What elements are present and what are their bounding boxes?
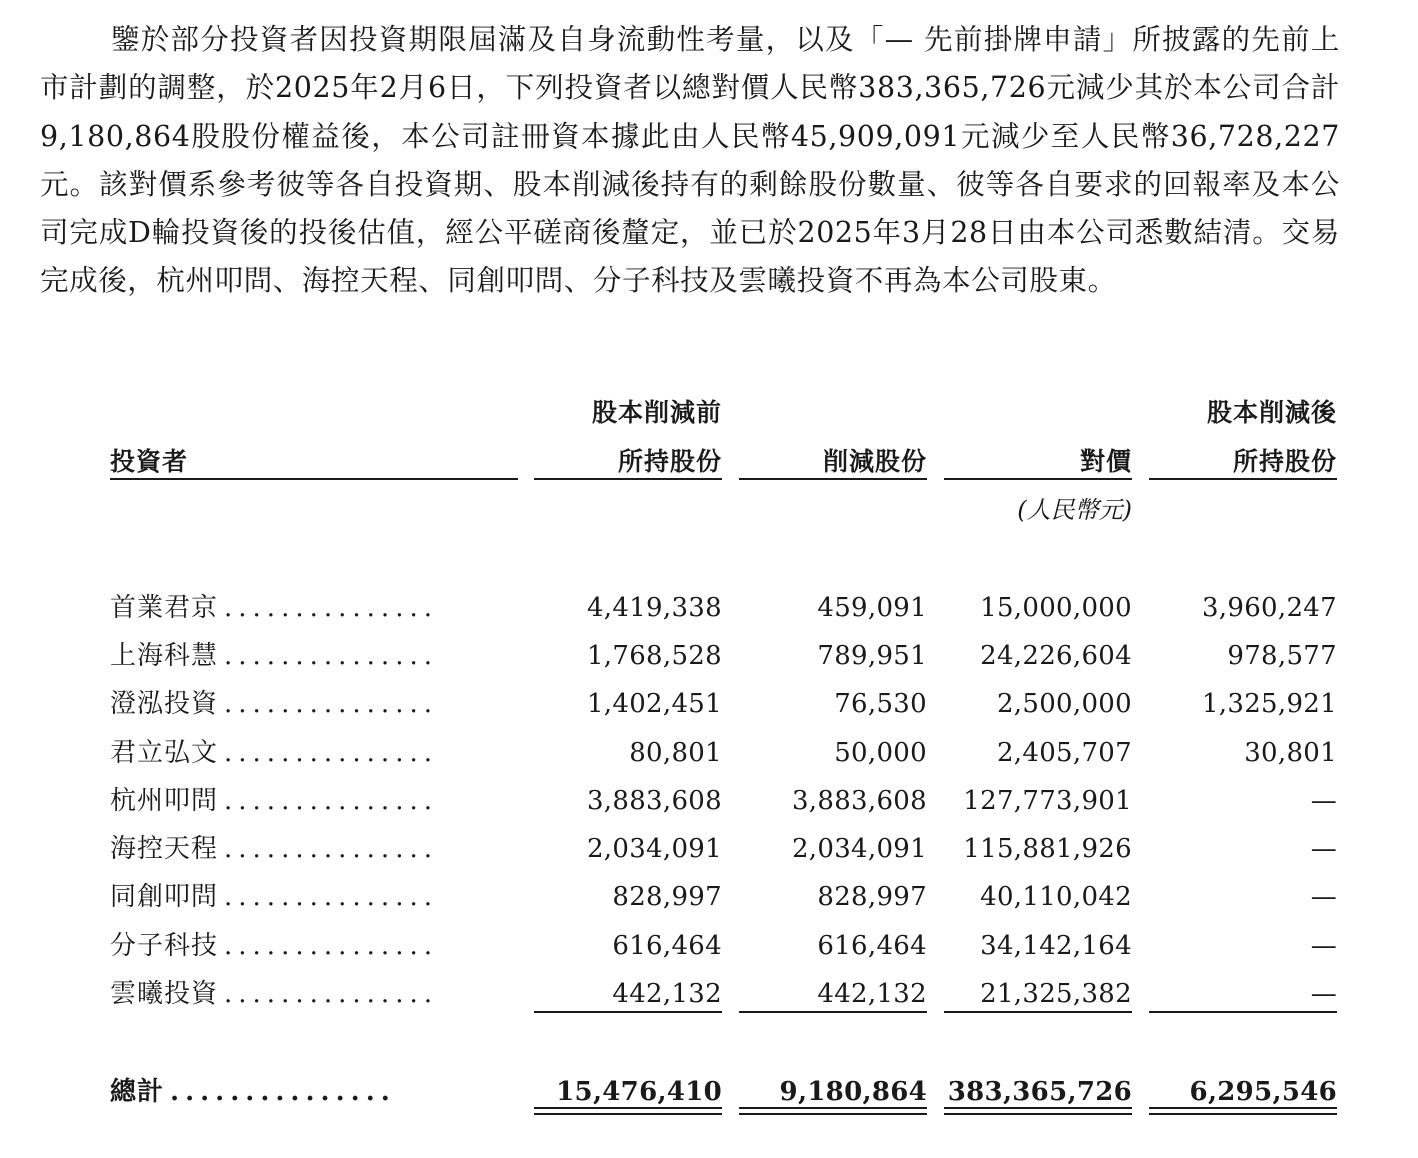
- shares-after: 978,577: [1227, 641, 1337, 671]
- subtotal-rule-reduced: [739, 1011, 927, 1013]
- consideration: 21,325,382: [980, 979, 1132, 1009]
- total-double-rule-after: [1149, 1107, 1337, 1115]
- total-double-rule-before: [534, 1107, 722, 1115]
- header-before-line2: 所持股份: [617, 447, 722, 476]
- shares-after: —: [1310, 834, 1337, 864]
- total-after: 6,295,546: [1189, 1077, 1337, 1107]
- shares-before: 442,132: [612, 979, 722, 1009]
- header-investor: 投資者: [110, 447, 189, 476]
- shares-before: 616,464: [612, 931, 722, 961]
- investor-name: 同創叩問 ...............: [110, 882, 438, 912]
- total-reduced: 9,180,864: [779, 1077, 927, 1107]
- header-rule-investor: [110, 478, 518, 480]
- shares-before: 80,801: [629, 738, 722, 768]
- header-reduced: 削減股份: [822, 447, 927, 476]
- total-double-rule-consideration: [944, 1107, 1132, 1115]
- shares-before: 1,402,451: [586, 689, 722, 719]
- investor-name: 分子科技 ...............: [110, 931, 438, 961]
- shares-reduced: 50,000: [834, 738, 927, 768]
- header-after-line1: 股本削減後: [1206, 398, 1337, 427]
- shares-before: 4,419,338: [586, 593, 722, 623]
- shares-reduced: 3,883,608: [791, 786, 927, 816]
- header-rule-consideration: [944, 478, 1132, 480]
- shares-reduced: 789,951: [817, 641, 927, 671]
- consideration: 2,500,000: [996, 689, 1132, 719]
- investor-name: 澄泓投資 ...............: [110, 689, 438, 719]
- consideration: 115,881,926: [963, 834, 1132, 864]
- table-row: [0, 781, 1418, 821]
- shares-reduced: 459,091: [817, 593, 927, 623]
- shares-after: 3,960,247: [1201, 593, 1337, 623]
- unit-label: (人民幣元): [1017, 496, 1132, 524]
- total-consideration: 383,365,726: [947, 1077, 1132, 1107]
- shares-reduced: 616,464: [817, 931, 927, 961]
- shares-after: 30,801: [1244, 738, 1337, 768]
- header-rule-before: [534, 478, 722, 480]
- header-after-line2: 所持股份: [1232, 447, 1337, 476]
- subtotal-rule-before: [534, 1011, 722, 1013]
- subtotal-rule-consideration: [944, 1011, 1132, 1013]
- investor-name: 上海科慧 ...............: [110, 641, 438, 671]
- consideration: 34,142,164: [980, 931, 1132, 961]
- total-before: 15,476,410: [556, 1077, 722, 1107]
- header-rule-after: [1149, 478, 1337, 480]
- consideration: 40,110,042: [980, 882, 1132, 912]
- total-label: 總計 ...............: [110, 1077, 396, 1107]
- consideration: 15,000,000: [980, 593, 1132, 623]
- shares-before: 2,034,091: [586, 834, 722, 864]
- shares-after: —: [1310, 979, 1337, 1009]
- consideration: 24,226,604: [980, 641, 1132, 671]
- table-row: [0, 684, 1418, 724]
- table-row: [0, 829, 1418, 869]
- table-row: [0, 926, 1418, 966]
- investor-name: 杭州叩問 ...............: [110, 786, 438, 816]
- body-paragraph: 鑒於部分投資者因投資期限屆滿及自身流動性考量，以及「— 先前掛牌申請」所披露的先前上市計劃的調整，於2025年2月6日，下列投資者以總對價人民幣383,365,726元減少其於本公司合計9,180,864股股份權益後，本公司註冊資本據此由人民幣45,909,091元減少至人民幣36,728,227元。該對價系參考彼等各自投資期、股本削減後持有的剩餘股份數量、彼等各自要求的回報率及本公司完成D輪投資後的投後估值，經公平磋商後釐定，並已於2025年3月28日由本公司悉數結清。交易完成後，杭州叩問、海控天程、同創叩問、分子科技及雲曦投資不再為本公司股東。: [40, 23, 1340, 298]
- shares-reduced: 828,997: [817, 882, 927, 912]
- shares-before: 828,997: [612, 882, 722, 912]
- header-consideration: 對價: [1079, 447, 1132, 476]
- shares-reduced: 442,132: [817, 979, 927, 1009]
- header-before-line1: 股本削減前: [591, 398, 722, 427]
- shares-before: 1,768,528: [586, 641, 722, 671]
- shares-after: —: [1310, 931, 1337, 961]
- investor-name: 君立弘文 ...............: [110, 738, 438, 768]
- shares-reduced: 2,034,091: [791, 834, 927, 864]
- total-double-rule-reduced: [739, 1107, 927, 1115]
- shares-after: —: [1310, 882, 1337, 912]
- shares-reduced: 76,530: [834, 689, 927, 719]
- consideration: 127,773,901: [963, 786, 1132, 816]
- table-row: [0, 636, 1418, 676]
- shares-after: 1,325,921: [1201, 689, 1337, 719]
- investor-name: 首業君京 ...............: [110, 593, 438, 623]
- table-row: [0, 733, 1418, 773]
- subtotal-rule-after: [1149, 1011, 1337, 1013]
- shares-after: —: [1310, 786, 1337, 816]
- table-row: [0, 588, 1418, 628]
- consideration: 2,405,707: [996, 738, 1132, 768]
- investor-name: 海控天程 ...............: [110, 834, 438, 864]
- table-row: [0, 877, 1418, 917]
- header-rule-reduced: [739, 478, 927, 480]
- shares-before: 3,883,608: [586, 786, 722, 816]
- total-row: [0, 1072, 1418, 1112]
- table-row: [0, 974, 1418, 1014]
- investor-name: 雲曦投資 ...............: [110, 979, 438, 1009]
